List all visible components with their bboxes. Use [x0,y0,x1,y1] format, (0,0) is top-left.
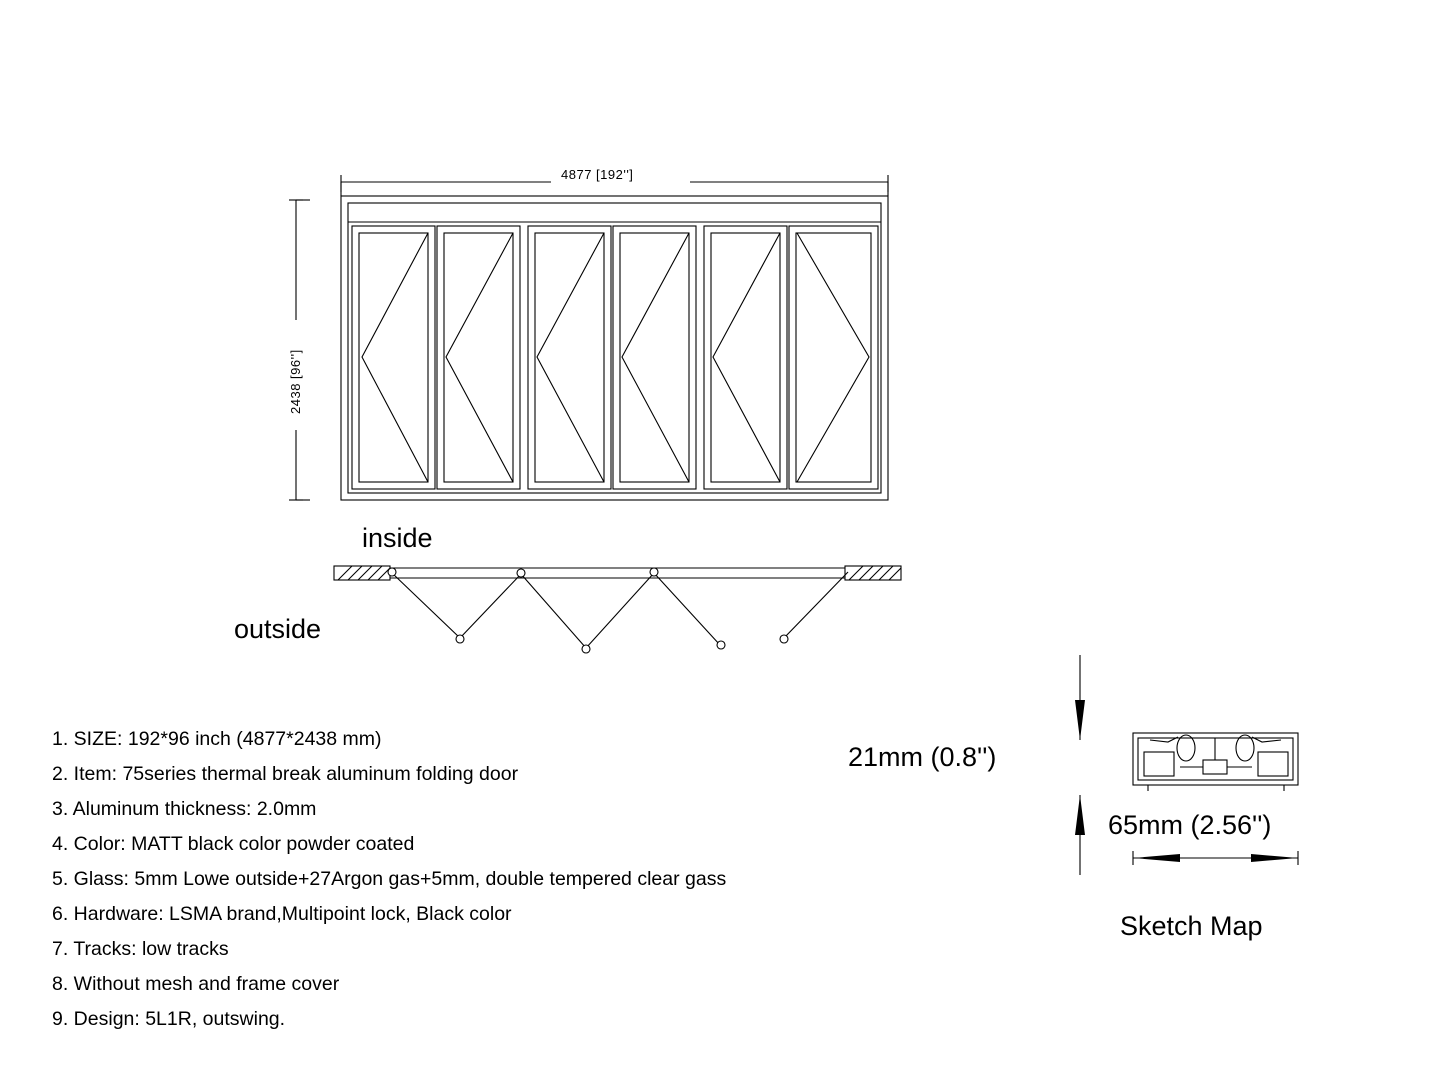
height-dimension-label: 2438 [96''] [288,349,303,414]
spec-item: 9. Design: 5L1R, outswing. [52,1008,286,1030]
spec-item: 1. SIZE: 192*96 inch (4877*2438 mm) [52,728,382,750]
inside-label: inside [362,523,433,553]
profile-section [1133,733,1298,791]
width-dimension-label: 4877 [192''] [561,167,634,182]
specification-list [52,722,952,1037]
fold-direction-markers [362,233,869,482]
plan-view [334,566,901,653]
spec-item: 2. Item: 75series thermal break aluminum folding door [52,763,519,785]
spec-item: 4. Color: MATT black color powder coated [52,833,415,855]
spec-item: 7. Tracks: low tracks [52,938,229,960]
spec-item: 5. Glass: 5mm Lowe outside+27Argon gas+5mm, double tempered clear gass [52,868,727,890]
wall-left [334,566,390,580]
sketch-map [1075,655,1298,875]
spec-item: 8. Without mesh and frame cover [52,973,340,995]
sketch-height-dimension: 21mm (0.8'') [848,742,997,772]
sketch-width-dimension: 65mm (2.56'') [1108,810,1272,840]
sketch-map-title: Sketch Map [1120,911,1263,941]
spec-item: 3. Aluminum thickness: 2.0mm [52,798,317,820]
door-panels [352,226,878,489]
wall-right [845,566,901,580]
hinge-points [388,568,788,653]
outside-label: outside [234,614,322,644]
spec-item: 6. Hardware: LSMA brand,Multipoint lock, Black color [52,903,512,925]
